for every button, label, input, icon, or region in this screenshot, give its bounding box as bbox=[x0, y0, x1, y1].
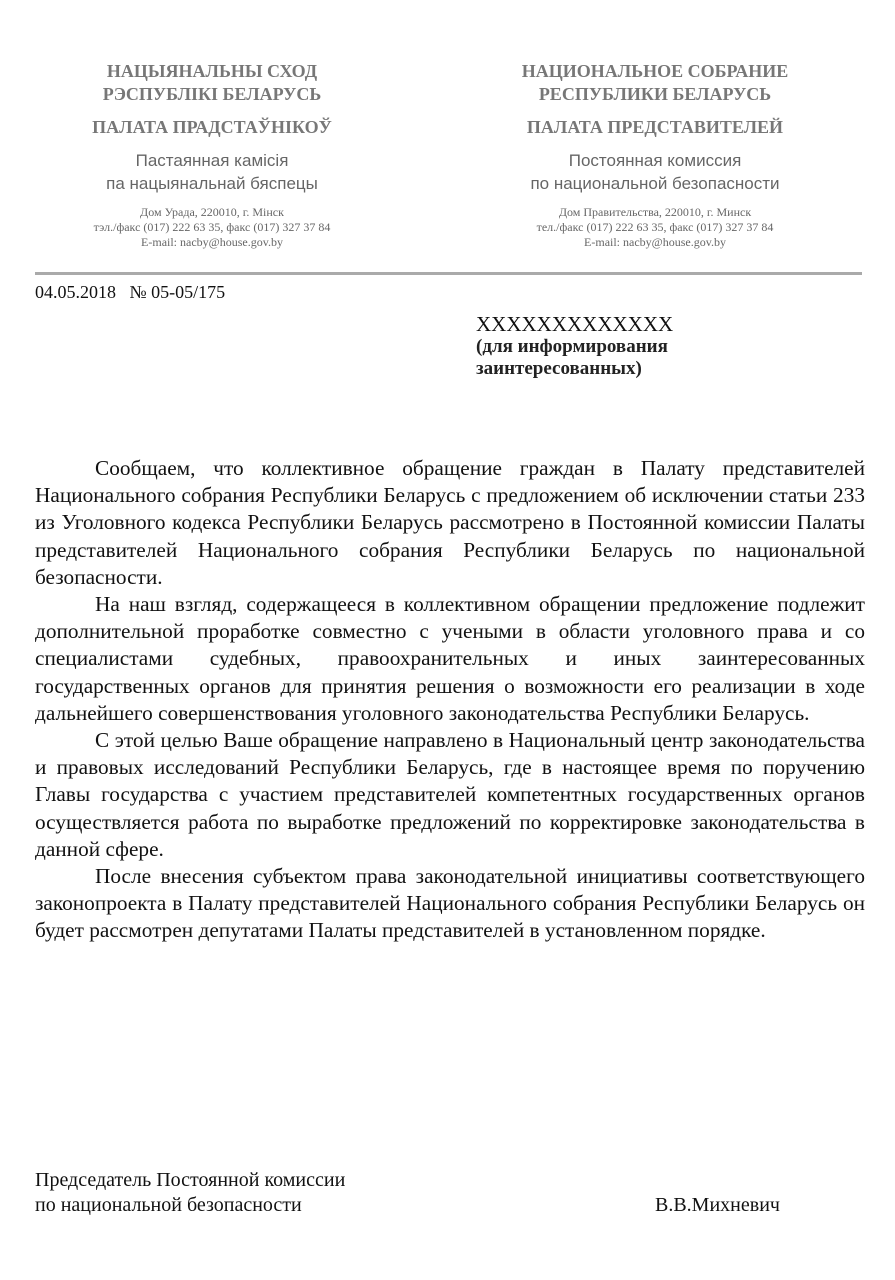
registration-number: 04.05.2018 № 05-05/175 bbox=[35, 282, 226, 302]
address: Дом Урада, 220010, г. Мінск bbox=[140, 205, 284, 219]
letterhead-belarusian bbox=[2, 60, 422, 250]
recipient-note bbox=[476, 336, 673, 380]
address: Дом Правительства, 220010, г. Минск bbox=[558, 205, 752, 219]
letter-body bbox=[35, 455, 865, 945]
contact-info bbox=[445, 205, 865, 250]
commission-line: Постоянная комиссия bbox=[568, 151, 742, 170]
commission-line: Пастаянная камісія bbox=[135, 151, 289, 170]
phone: тэл./факс (017) 222 63 35, факс (017) 327 37 84 bbox=[93, 220, 331, 234]
commission-line: па нацыянальнай бяспецы bbox=[106, 174, 318, 193]
chamber-name: ПАЛАТА ПРЕДСТАВИТЕЛЕЙ bbox=[526, 117, 784, 137]
org-line: РЭСПУБЛІКІ БЕЛАРУСЬ bbox=[102, 84, 322, 104]
org-line: НАЦИОНАЛЬНОЕ СОБРАНИЕ bbox=[521, 61, 789, 81]
paragraph: На наш взгляд, содержащееся в коллективном обращении предложение подлежит дополнительной проработке совместно с учеными в области уголовного права и со специалистами судебных, правоохранительных и иных заинтересованных государственных органов для принятия решения о возможности его реализации в ходе дальнейшего совершенствования уголовного законодательства Республики Беларусь. bbox=[35, 592, 865, 725]
org-name bbox=[445, 60, 865, 106]
letterhead-russian bbox=[445, 60, 865, 250]
org-line: РЕСПУБЛИКИ БЕЛАРУСЬ bbox=[538, 84, 772, 104]
title-line: по национальной безопасности bbox=[35, 1194, 302, 1216]
signatory-name: В.В.Михневич bbox=[655, 1194, 780, 1216]
paragraph: После внесения субъектом права законодательной инициативы соответствующего законопроекта в Палату представителей Национального собрания Республики Беларусь он будет рассмотрен депутатами Палаты представителей в установленном порядке. bbox=[35, 864, 865, 943]
note-line: (для информирования bbox=[476, 336, 668, 357]
commission-name bbox=[445, 149, 865, 195]
commission-name bbox=[2, 149, 422, 195]
email: E-mail: nacby@house.gov.by bbox=[141, 235, 283, 249]
recipient-name: XXXXXXXXXXXXX bbox=[476, 312, 674, 336]
org-line: НАЦЫЯНАЛЬНЫ СХОД bbox=[106, 61, 318, 81]
org-name bbox=[2, 60, 422, 106]
signatory-title bbox=[35, 1168, 345, 1218]
paragraph: Сообщаем, что коллективное обращение граждан в Палату представителей Национального собрания Республики Беларусь с предложением об исключении статьи 233 из Уголовного кодекса Республики Беларусь рассмотрено в Постоянной комиссии Палаты представителей Национального собрания Республики Беларусь по национальной безопасности. bbox=[35, 456, 865, 589]
contact-info bbox=[2, 205, 422, 250]
phone: тел./факс (017) 222 63 35, факс (017) 327 37 84 bbox=[536, 220, 774, 234]
note-line: заинтересованных) bbox=[476, 358, 642, 379]
paragraph: С этой целью Ваше обращение направлено в Национальный центр законодательства и правовых исследований Республики Беларусь, где в настоящее время по поручению Главы государства с участием представителей компетентных государственных органов осуществляется работа по выработке предложений по корректировке законодательства в данной сфере. bbox=[35, 728, 865, 861]
chamber-name: ПАЛАТА ПРАДСТАЎНІКОЎ bbox=[92, 117, 332, 137]
commission-line: по национальной безопасности bbox=[530, 174, 780, 193]
header-divider bbox=[35, 272, 862, 275]
recipient bbox=[476, 312, 673, 380]
email: E-mail: nacby@house.gov.by bbox=[584, 235, 726, 249]
title-line: Председатель Постоянной комиссии bbox=[35, 1169, 346, 1191]
